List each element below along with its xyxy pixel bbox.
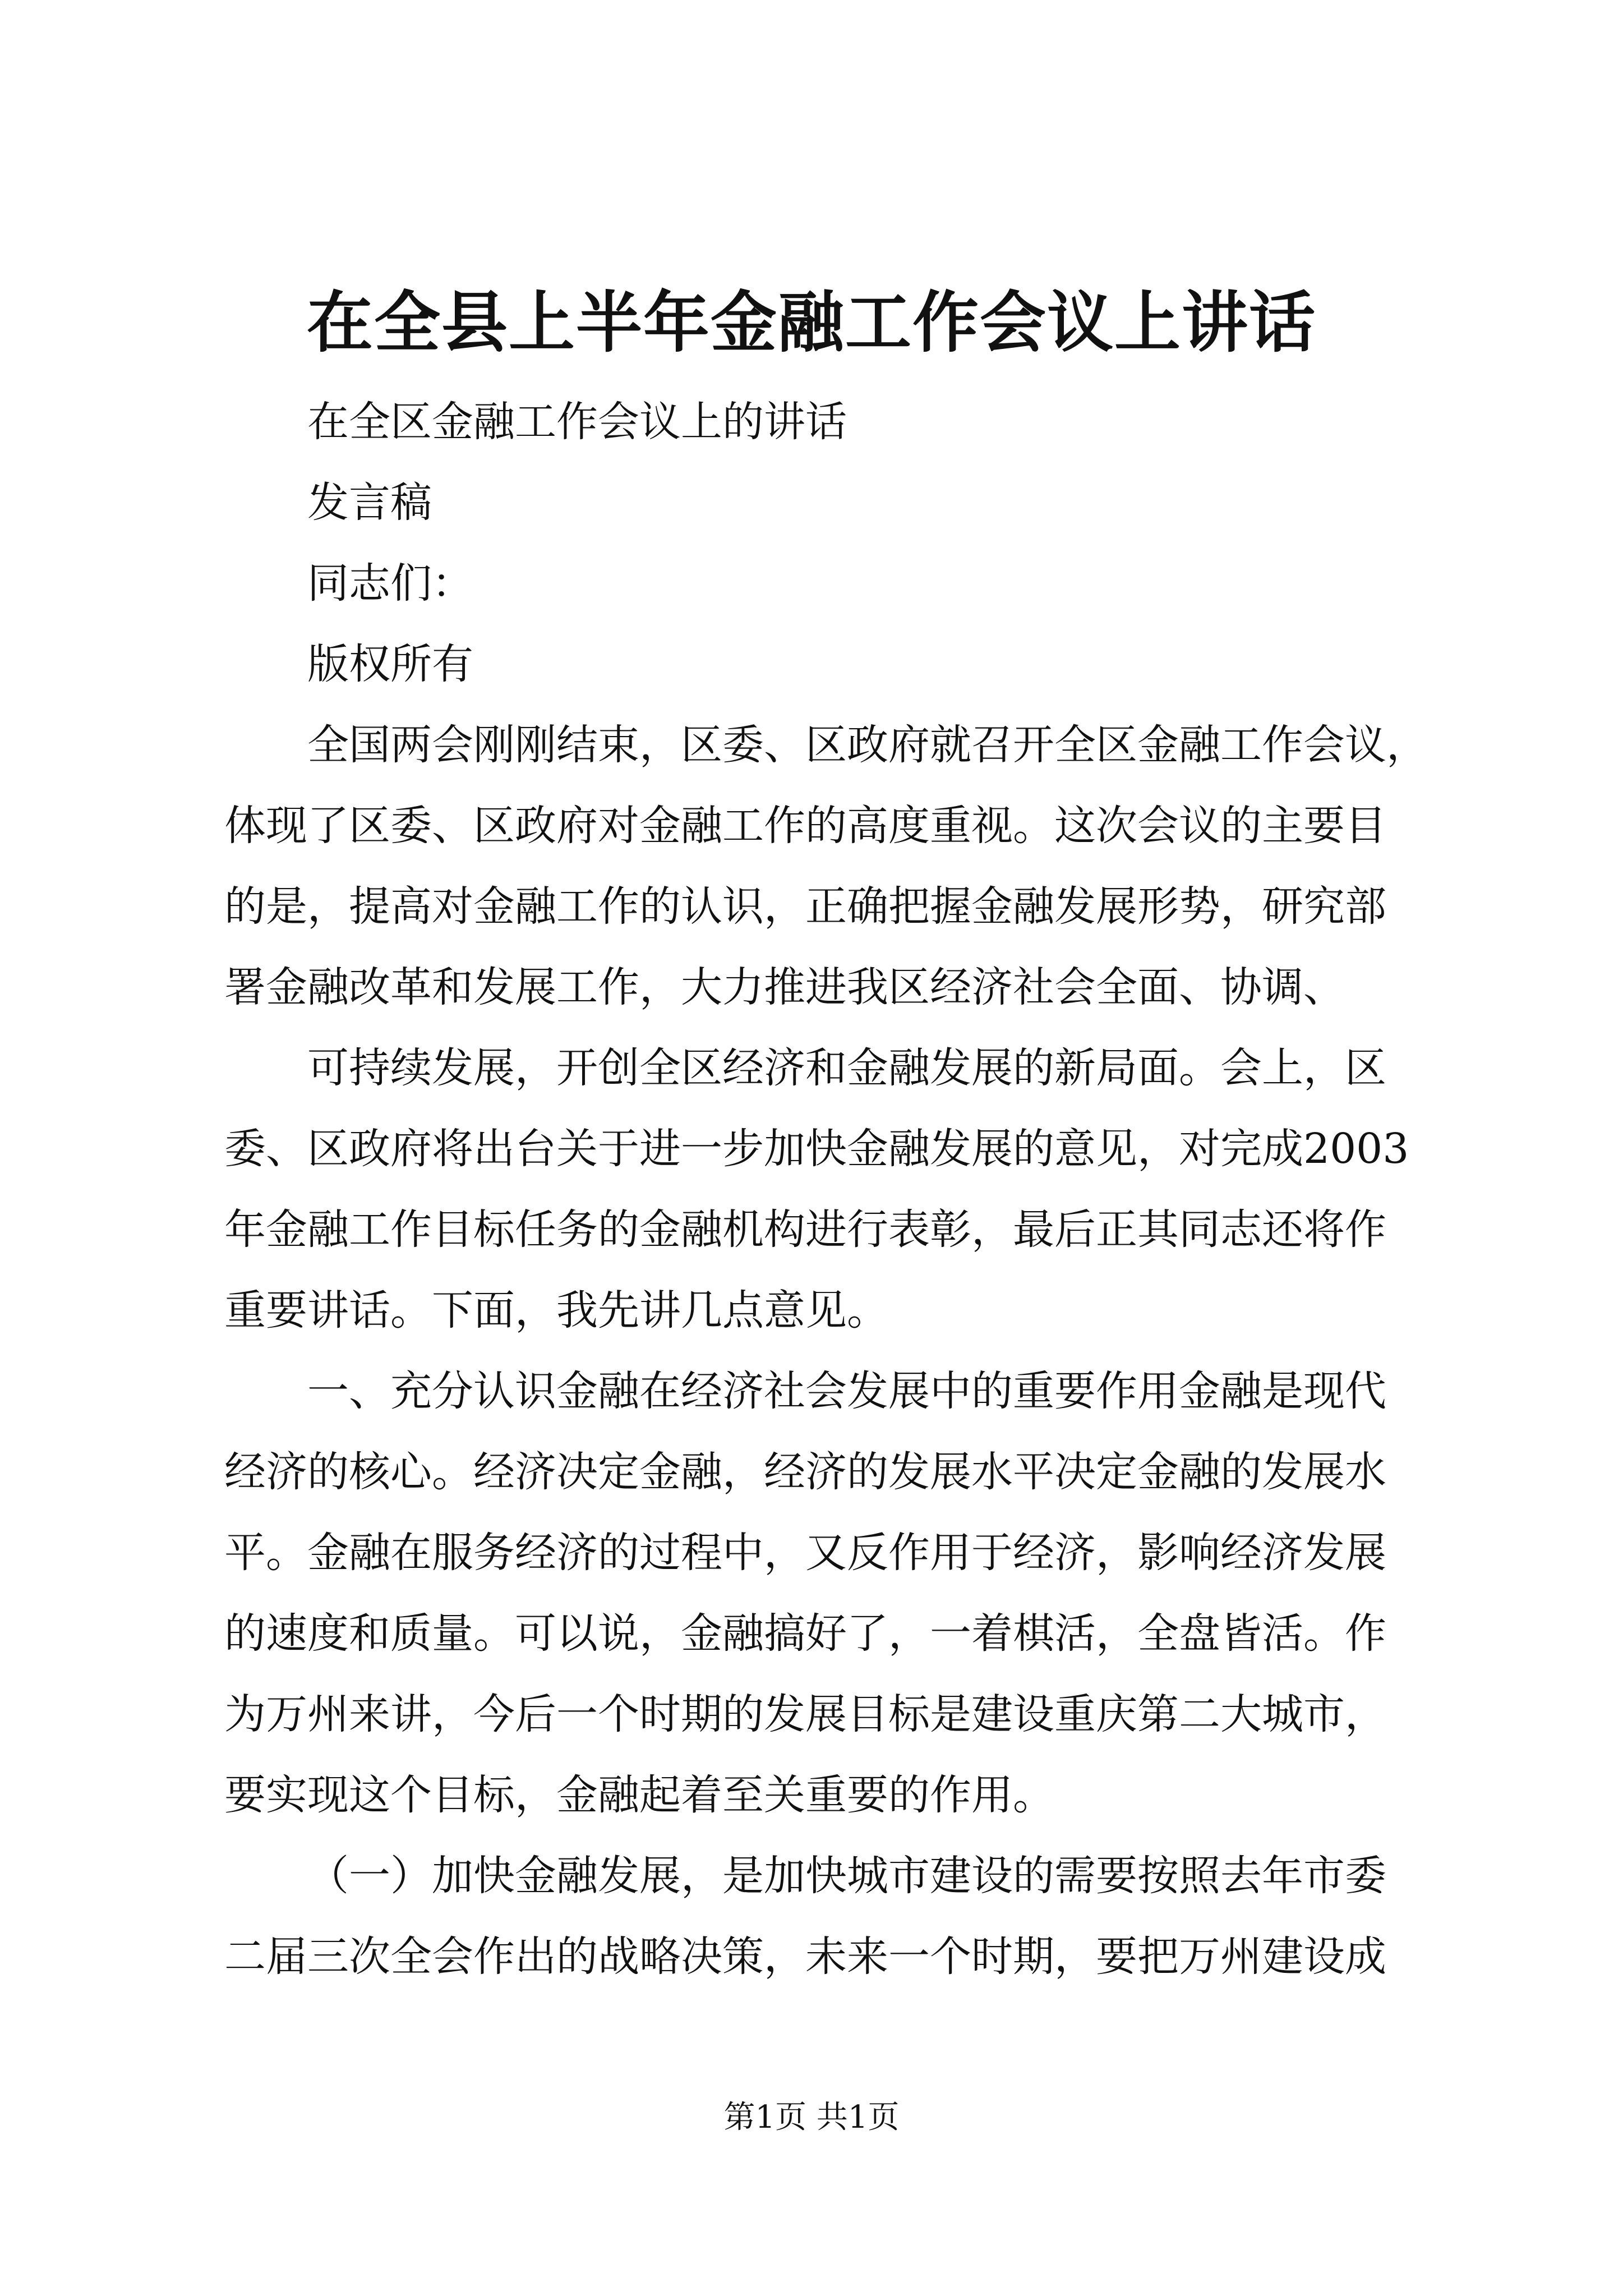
paragraph-4-line-2: 二届三次全会作出的战略决策，未来一个时期，要把万州建设成	[224, 1932, 1386, 1981]
paragraph-1-line-2: 体现了区委、区政府对金融工作的高度重视。这次会议的主要目	[224, 802, 1386, 850]
paragraph-3-line-5: 为万州来讲，今后一个时期的发展目标是建设重庆第二大城市，	[224, 1690, 1386, 1738]
meta-line-3: 同志们：	[307, 559, 473, 608]
paragraph-3-line-4: 的速度和质量。可以说，金融搞好了，一着棋活，全盘皆活。作	[224, 1609, 1386, 1658]
paragraph-4	[224, 1835, 1430, 1997]
meta-line-4: 版权所有	[307, 640, 473, 688]
paragraph-2	[224, 1028, 1430, 1351]
page-footer: 第1页 共1页	[723, 2099, 900, 2136]
paragraph-1	[224, 705, 1430, 1028]
paragraph-3	[224, 1351, 1430, 1835]
paragraph-3-line-6: 要实现这个目标，金融起着至关重要的作用。	[224, 1771, 1054, 1819]
paragraph-3-line-2: 经济的核心。经济决定金融，经济的发展水平决定金融的发展水	[224, 1448, 1386, 1496]
paragraph-2-line-2: 委、区政府将出台关于进一步加快金融发展的意见，对完成2003	[224, 1125, 1409, 1173]
paragraph-2-line-1: 可持续发展，开创全区经济和金融发展的新局面。会上，区	[307, 1044, 1386, 1092]
paragraph-3-line-3: 平。金融在服务经济的过程中，又反作用于经济，影响经济发展	[224, 1529, 1386, 1577]
document-title: 在全县上半年金融工作会议上讲话	[306, 283, 1316, 361]
meta-line-2: 发言稿	[307, 478, 432, 527]
paragraph-1-line-3: 的是，提高对金融工作的认识，正确把握金融发展形势，研究部	[224, 882, 1386, 931]
meta-line-1: 在全区金融工作会议上的讲话	[307, 398, 847, 446]
paragraph-1-line-1: 全国两会刚刚结束，区委、区政府就召开全区金融工作会议，	[307, 721, 1428, 769]
paragraph-3-line-1: 一、充分认识金融在经济社会发展中的重要作用金融是现代	[307, 1367, 1386, 1415]
paragraph-1-line-4: 署金融改革和发展工作，大力推进我区经济社会全面、协调、	[224, 963, 1345, 1011]
paragraph-2-line-4: 重要讲话。下面，我先讲几点意见。	[224, 1286, 888, 1335]
paragraph-4-line-1: （一）加快金融发展，是加快城市建设的需要按照去年市委	[307, 1852, 1386, 1900]
paragraph-2-line-3: 年金融工作目标任务的金融机构进行表彰，最后正其同志还将作	[224, 1205, 1386, 1254]
document-body	[224, 381, 1430, 1997]
